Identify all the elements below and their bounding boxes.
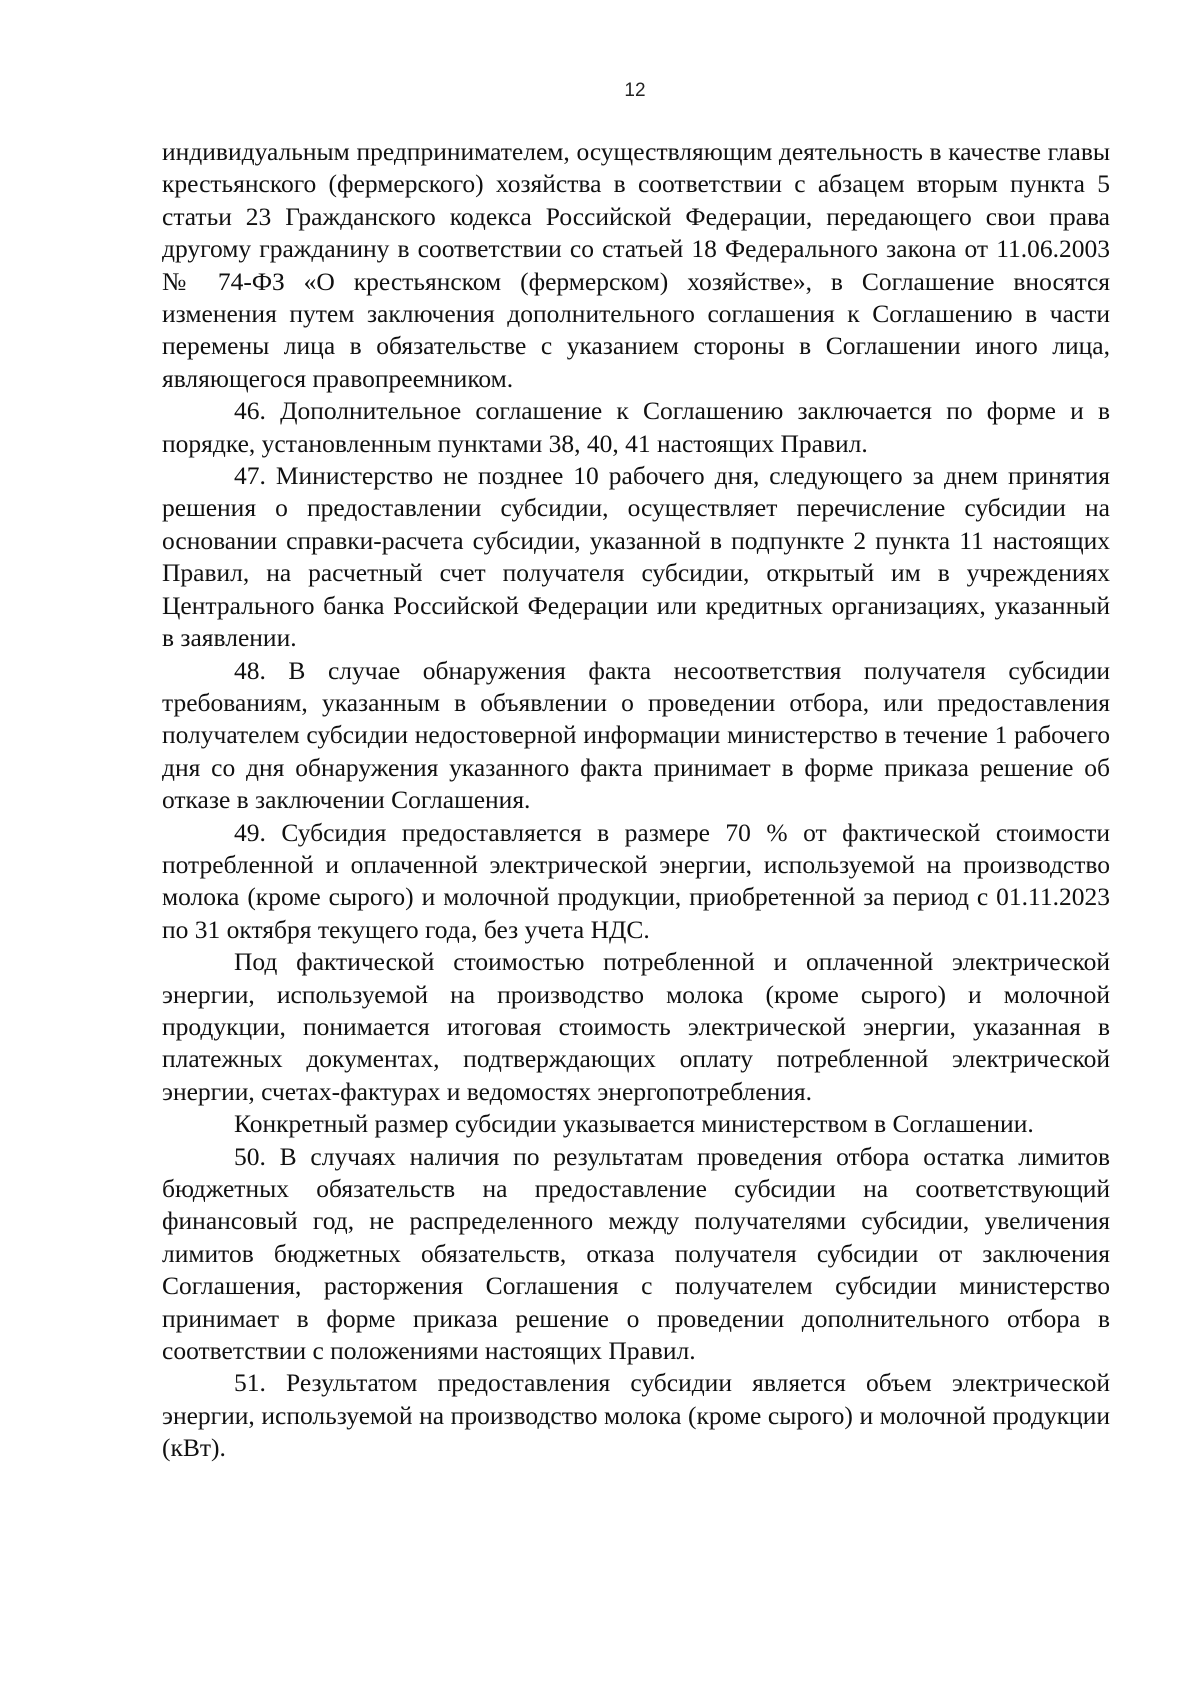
paragraph-50: 50. В случаях наличия по результатам проведения отбора остатка лимитов бюджетных обязательств на предоставление субсидии на соответствующий финансовый год, не распределенного между получателями субсидии, увеличения лимитов бюджетных обязательств, отказа получателя субсидии от заключения Соглашения, расторжения Соглашения с получателем субсидии министерство принимает в форме приказа решение о проведении дополнительного отбора в соответствии с положениями настоящих Правил. — [162, 1141, 1110, 1366]
paragraph-48: 48. В случае обнаружения факта несоответствия получателя субсидии требованиям, указанным в объявлении о проведении отбора, или предоставления получателем субсидии недостоверной информации министерство в течение 1 рабочего дня со дня обнаружения указанного факта принимает в форме приказа решение об отказе в заключении Соглашения. — [162, 655, 1110, 815]
paragraph-continuation: индивидуальным предпринимателем, осуществляющим деятельность в качестве главы крестьянского (фермерского) хозяйства в соответствии с абзацем вторым пункта 5 статьи 23 Гражданского кодекса Российской Федерации, передающего свои права другому гражданину в соответствии со статьей 18 Федерального закона от 11.06.2003 № 74-ФЗ «О крестьянском (фермерском) хозяйстве», в Соглашение вносятся изменения путем заключения дополнительного соглашения к Соглашению в части перемены лица в обязательстве с указанием стороны в Соглашении иного лица, являющегося правопреемником. — [162, 137, 1110, 393]
document-body — [162, 136, 1110, 1465]
paragraph-49-definition: Под фактической стоимостью потребленной и оплаченной электрической энергии, используемой на производство молока (кроме сырого) и молочной продукции, понимается итоговая стоимость электрической энергии, указанная в платежных документах, подтверждающих оплату потребленной электрической энергии, счетах-фактурах и ведомостях энергопотребления. — [162, 947, 1110, 1106]
paragraph-49: 49. Субсидия предоставляется в размере 70 % от фактической стоимости потребленной и оплаченной электрической энергии, используемой на производство молока (кроме сырого) и молочной продукции, приобретенной за период с 01.11.2023 по 31 октября текущего года, без учета НДС. — [162, 817, 1110, 944]
paragraph-51: 51. Результатом предоставления субсидии является объем электрической энергии, используемой на производство молока (кроме сырого) и молочной продукции (кВт). — [162, 1368, 1110, 1463]
paragraph-46: 46. Дополнительное соглашение к Соглашению заключается по форме и в порядке, установленным пунктами 38, 40, 41 настоящих Правил. — [162, 396, 1110, 458]
paragraph-47: 47. Министерство не позднее 10 рабочего дня, следующего за днем принятия решения о предоставлении субсидии, осуществляет перечисление субсидии на основании справки-расчета субсидии, указанной в подпункте 2 пункта 11 настоящих Правил, на расчетный счет получателя субсидии, открытый им в учреждениях Центрального банка Российской Федерации или кредитных организациях, указанный в заявлении. — [162, 461, 1110, 653]
page-number: 12 — [624, 80, 646, 101]
paragraph-49-amount: Конкретный размер субсидии указывается министерством в Соглашении. — [234, 1109, 1034, 1139]
